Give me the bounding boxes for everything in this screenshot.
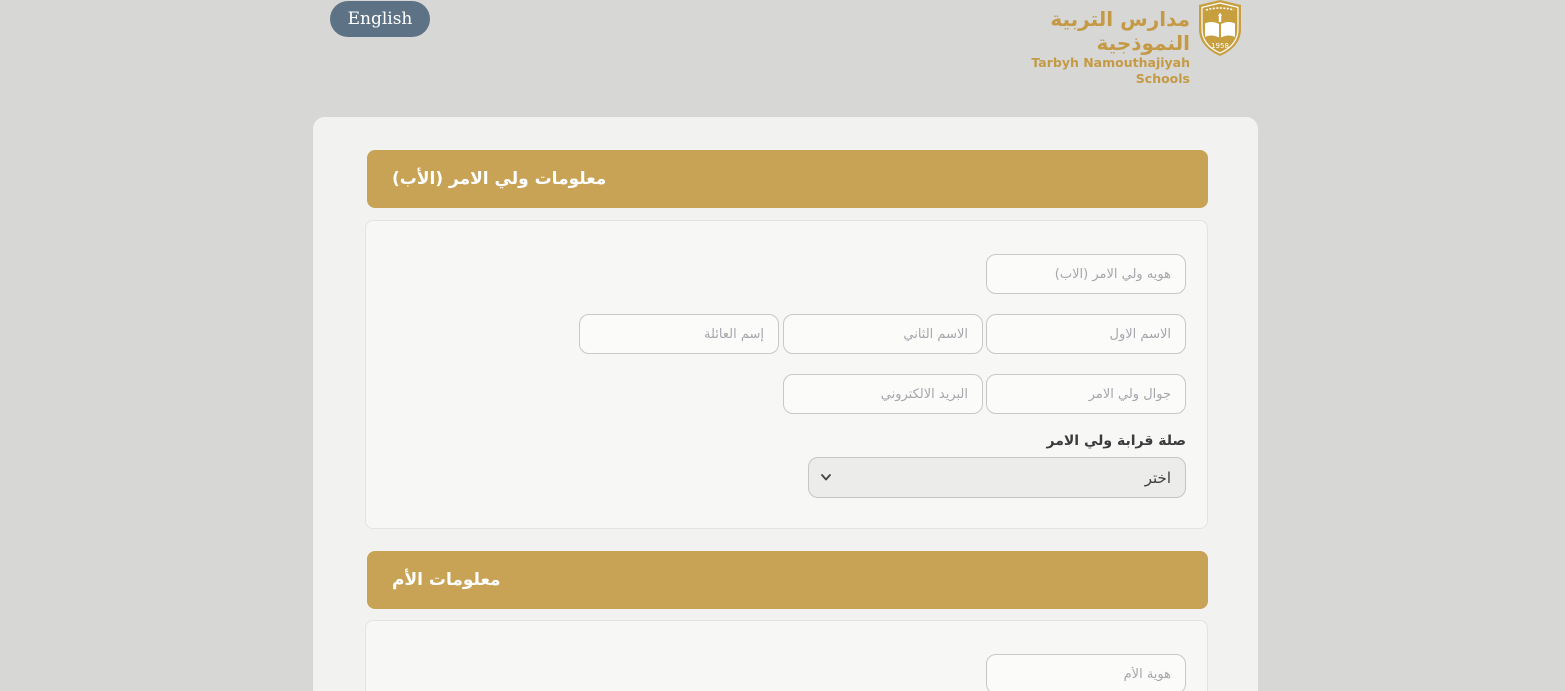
school-logo-text: [990, 0, 1190, 87]
second-name-input[interactable]: [783, 314, 983, 354]
relation-label: صلة قرابة ولي الامر: [1046, 433, 1186, 449]
relation-select-wrap: [808, 457, 1186, 498]
mother-id-input[interactable]: [986, 654, 1186, 691]
guardian-email-input[interactable]: [783, 374, 983, 414]
school-name-english: Tarbyh Namouthajiyah Schools: [1031, 55, 1190, 86]
guardian-mobile-input[interactable]: [986, 374, 1186, 414]
first-name-input[interactable]: [986, 314, 1186, 354]
school-logo: [990, 0, 1246, 86]
school-name-arabic: مدارس التربية النموذجية: [1050, 7, 1190, 55]
school-crest-icon: [1196, 0, 1244, 56]
father-info-card: [365, 220, 1208, 529]
father-id-input[interactable]: [986, 254, 1186, 294]
english-language-button[interactable]: English: [330, 1, 430, 37]
family-name-input[interactable]: [579, 314, 779, 354]
mother-info-card: [365, 620, 1208, 691]
mother-section-header: معلومات الأم: [367, 551, 1208, 609]
registration-form-column: [313, 117, 1258, 691]
father-section-header: معلومات ولي الامر (الأب): [367, 150, 1208, 208]
crest-year: 1958: [1211, 42, 1229, 50]
relation-select[interactable]: [808, 457, 1186, 498]
